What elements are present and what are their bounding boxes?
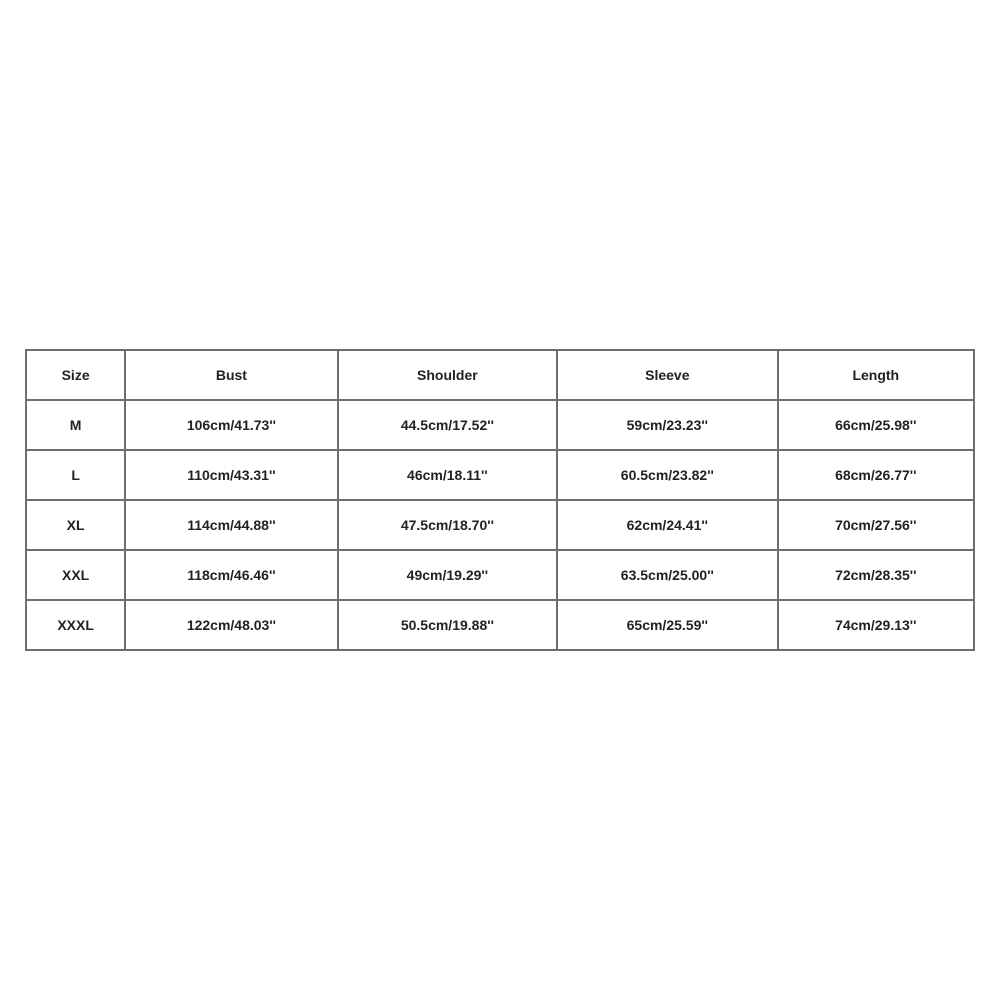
- cell-length: 72cm/28.35'': [778, 550, 974, 600]
- cell-size: L: [26, 450, 125, 500]
- cell-bust: 114cm/44.88'': [125, 500, 337, 550]
- cell-length: 74cm/29.13'': [778, 600, 974, 650]
- cell-sleeve: 59cm/23.23'': [557, 400, 777, 450]
- cell-size: XL: [26, 500, 125, 550]
- cell-length: 70cm/27.56'': [778, 500, 974, 550]
- size-chart-table: [25, 349, 975, 651]
- header-sleeve: Sleeve: [557, 350, 777, 400]
- table-row: [26, 550, 974, 600]
- cell-size: XXXL: [26, 600, 125, 650]
- cell-bust: 122cm/48.03'': [125, 600, 337, 650]
- cell-size: XXL: [26, 550, 125, 600]
- cell-size: M: [26, 400, 125, 450]
- cell-shoulder: 50.5cm/19.88'': [338, 600, 557, 650]
- header-length: Length: [778, 350, 974, 400]
- cell-sleeve: 62cm/24.41'': [557, 500, 777, 550]
- header-bust: Bust: [125, 350, 337, 400]
- cell-shoulder: 47.5cm/18.70'': [338, 500, 557, 550]
- cell-shoulder: 44.5cm/17.52'': [338, 400, 557, 450]
- cell-shoulder: 49cm/19.29'': [338, 550, 557, 600]
- header-shoulder: Shoulder: [338, 350, 557, 400]
- cell-sleeve: 63.5cm/25.00'': [557, 550, 777, 600]
- header-size: Size: [26, 350, 125, 400]
- table-row: [26, 500, 974, 550]
- table-row: [26, 450, 974, 500]
- cell-sleeve: 65cm/25.59'': [557, 600, 777, 650]
- cell-sleeve: 60.5cm/23.82'': [557, 450, 777, 500]
- table-row: [26, 400, 974, 450]
- table-row: [26, 600, 974, 650]
- cell-bust: 106cm/41.73'': [125, 400, 337, 450]
- cell-length: 66cm/25.98'': [778, 400, 974, 450]
- cell-bust: 110cm/43.31'': [125, 450, 337, 500]
- cell-shoulder: 46cm/18.11'': [338, 450, 557, 500]
- table-header-row: [26, 350, 974, 400]
- cell-length: 68cm/26.77'': [778, 450, 974, 500]
- cell-bust: 118cm/46.46'': [125, 550, 337, 600]
